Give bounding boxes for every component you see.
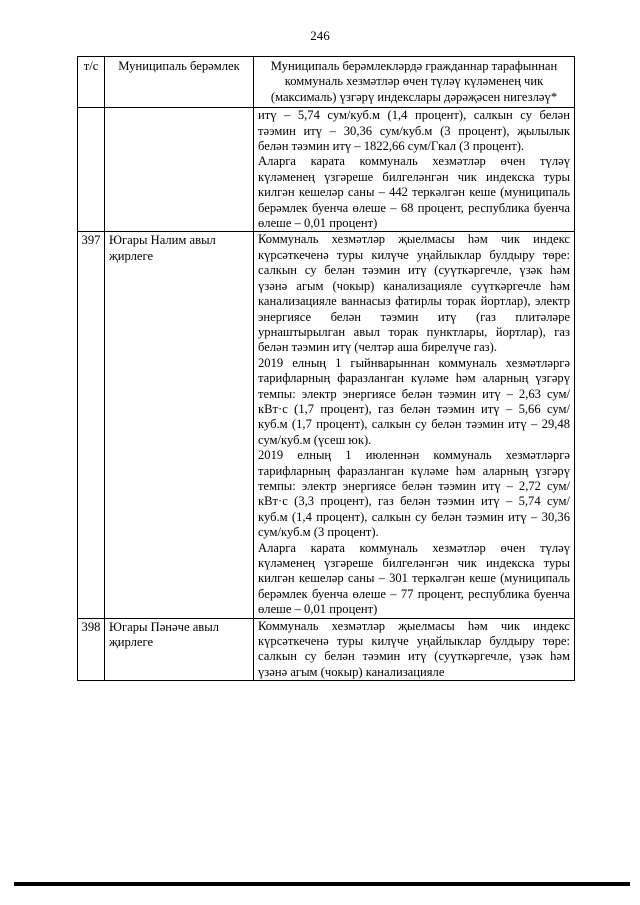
municipal-tariff-table [77, 56, 575, 681]
row-number-empty [78, 108, 105, 232]
header-description: Муниципаль берәмлекләрдә гражданнар тарафыннан коммуналь хезмәтләр өчен түләү күләменең чик (максималь) үзгәрү индекслары дәрәҗәсен нигезләү* [254, 57, 575, 108]
description-paragraph: Коммуналь хезмәтләр җыелмасы һәм чик индекс күрсәткеченә туры килүче уңайлыклар булдыру төре: салкын су белән тәэмин итү (суүткәргечле, үзәк һәм үзәнә агым (чокыр) канализацияле суүткәргечле һәм канализацияле ваннасыз фатирлы торак йортлар), электр энергиясе белән тәэмин итү (газ плитәләре урнаштырылган авыл торак пунктлары, йортлар), газ белән тәэмин итү (челтәр аша бирелүче газ). [258, 232, 570, 355]
row-number: 397 [78, 232, 105, 618]
table-row-398 [78, 618, 575, 681]
row-description [254, 618, 575, 681]
table-row-397 [78, 232, 575, 618]
row-municipality-empty [105, 108, 254, 232]
row-description [254, 108, 575, 232]
footer-rule [14, 882, 630, 886]
row-description [254, 232, 575, 618]
description-paragraph: Аларга карата коммуналь хезмәтләр өчен түләү күләменең үзгәреше билгеләнгән чик индекска туры килгән кешеләр саны – 442 теркәлгән кеше (муниципаль берәмлек буенча өлеше – 68 процент, республика буенча өлеше – 0,01 процент) [258, 154, 570, 231]
row-number: 398 [78, 618, 105, 681]
header-number: т/с [78, 57, 105, 108]
row-municipality: Югары Пәнәче авыл җирлеге [105, 618, 254, 681]
description-paragraph: 2019 елның 1 июленнән коммуналь хезмәтләргә тарифларның фаразланган күләме һәм аларның үзгәрү темпы: электр энергиясе белән тәэмин итү – 2,72 сум/кВт·с (3,3 процент), газ белән тәэмин итү – 5,74 сум/куб.м (1,4 процент), салкын су белән тәэмин итү – 30,36 сум/куб.м (3 процент). [258, 448, 570, 540]
description-paragraph: итү – 5,74 сум/куб.м (1,4 процент), салкын су белән тәэмин итү – 30,36 сум/куб.м (3 процент), җылылык белән тәэмин итү – 1822,66 сум/Гкал (3 процент). [258, 108, 570, 154]
table-header-row [78, 57, 575, 108]
row-municipality: Югары Налим авыл җирлеге [105, 232, 254, 618]
description-paragraph: 2019 елның 1 гыйнварыннан коммуналь хезмәтләргә тарифларның фаразланган күләме һәм аларның үзгәрү темпы: электр энергиясе белән тәэмин итү – 2,63 сум/кВт·с (1,7 процент), газ белән тәэмин итү – 5,66 сум/куб.м (1,7 процент), салкын су белән тәэмин итү – 29,48 сум/куб.м (үсеш юк). [258, 355, 570, 447]
description-paragraph: Аларга карата коммуналь хезмәтләр өчен түләү күләменең үзгәреше билгеләнгән чик индекска туры килгән кешеләр саны – 301 теркәлгән кеше (муниципаль берәмлек буенча өлеше – 77 процент, республика буенча өлеше – 0,01 процент) [258, 540, 570, 617]
page-number: 246 [310, 28, 330, 43]
description-paragraph: Коммуналь хезмәтләр җыелмасы һәм чик индекс күрсәткеченә туры килүче уңайлыклар булдыру төре: салкын су белән тәэмин итү (суүткәргечле, үзәк һәм үзәнә агым (чокыр) канализацияле [258, 618, 570, 679]
header-municipality: Муниципаль берәмлек [105, 57, 254, 108]
table-row-continuation [78, 108, 575, 232]
